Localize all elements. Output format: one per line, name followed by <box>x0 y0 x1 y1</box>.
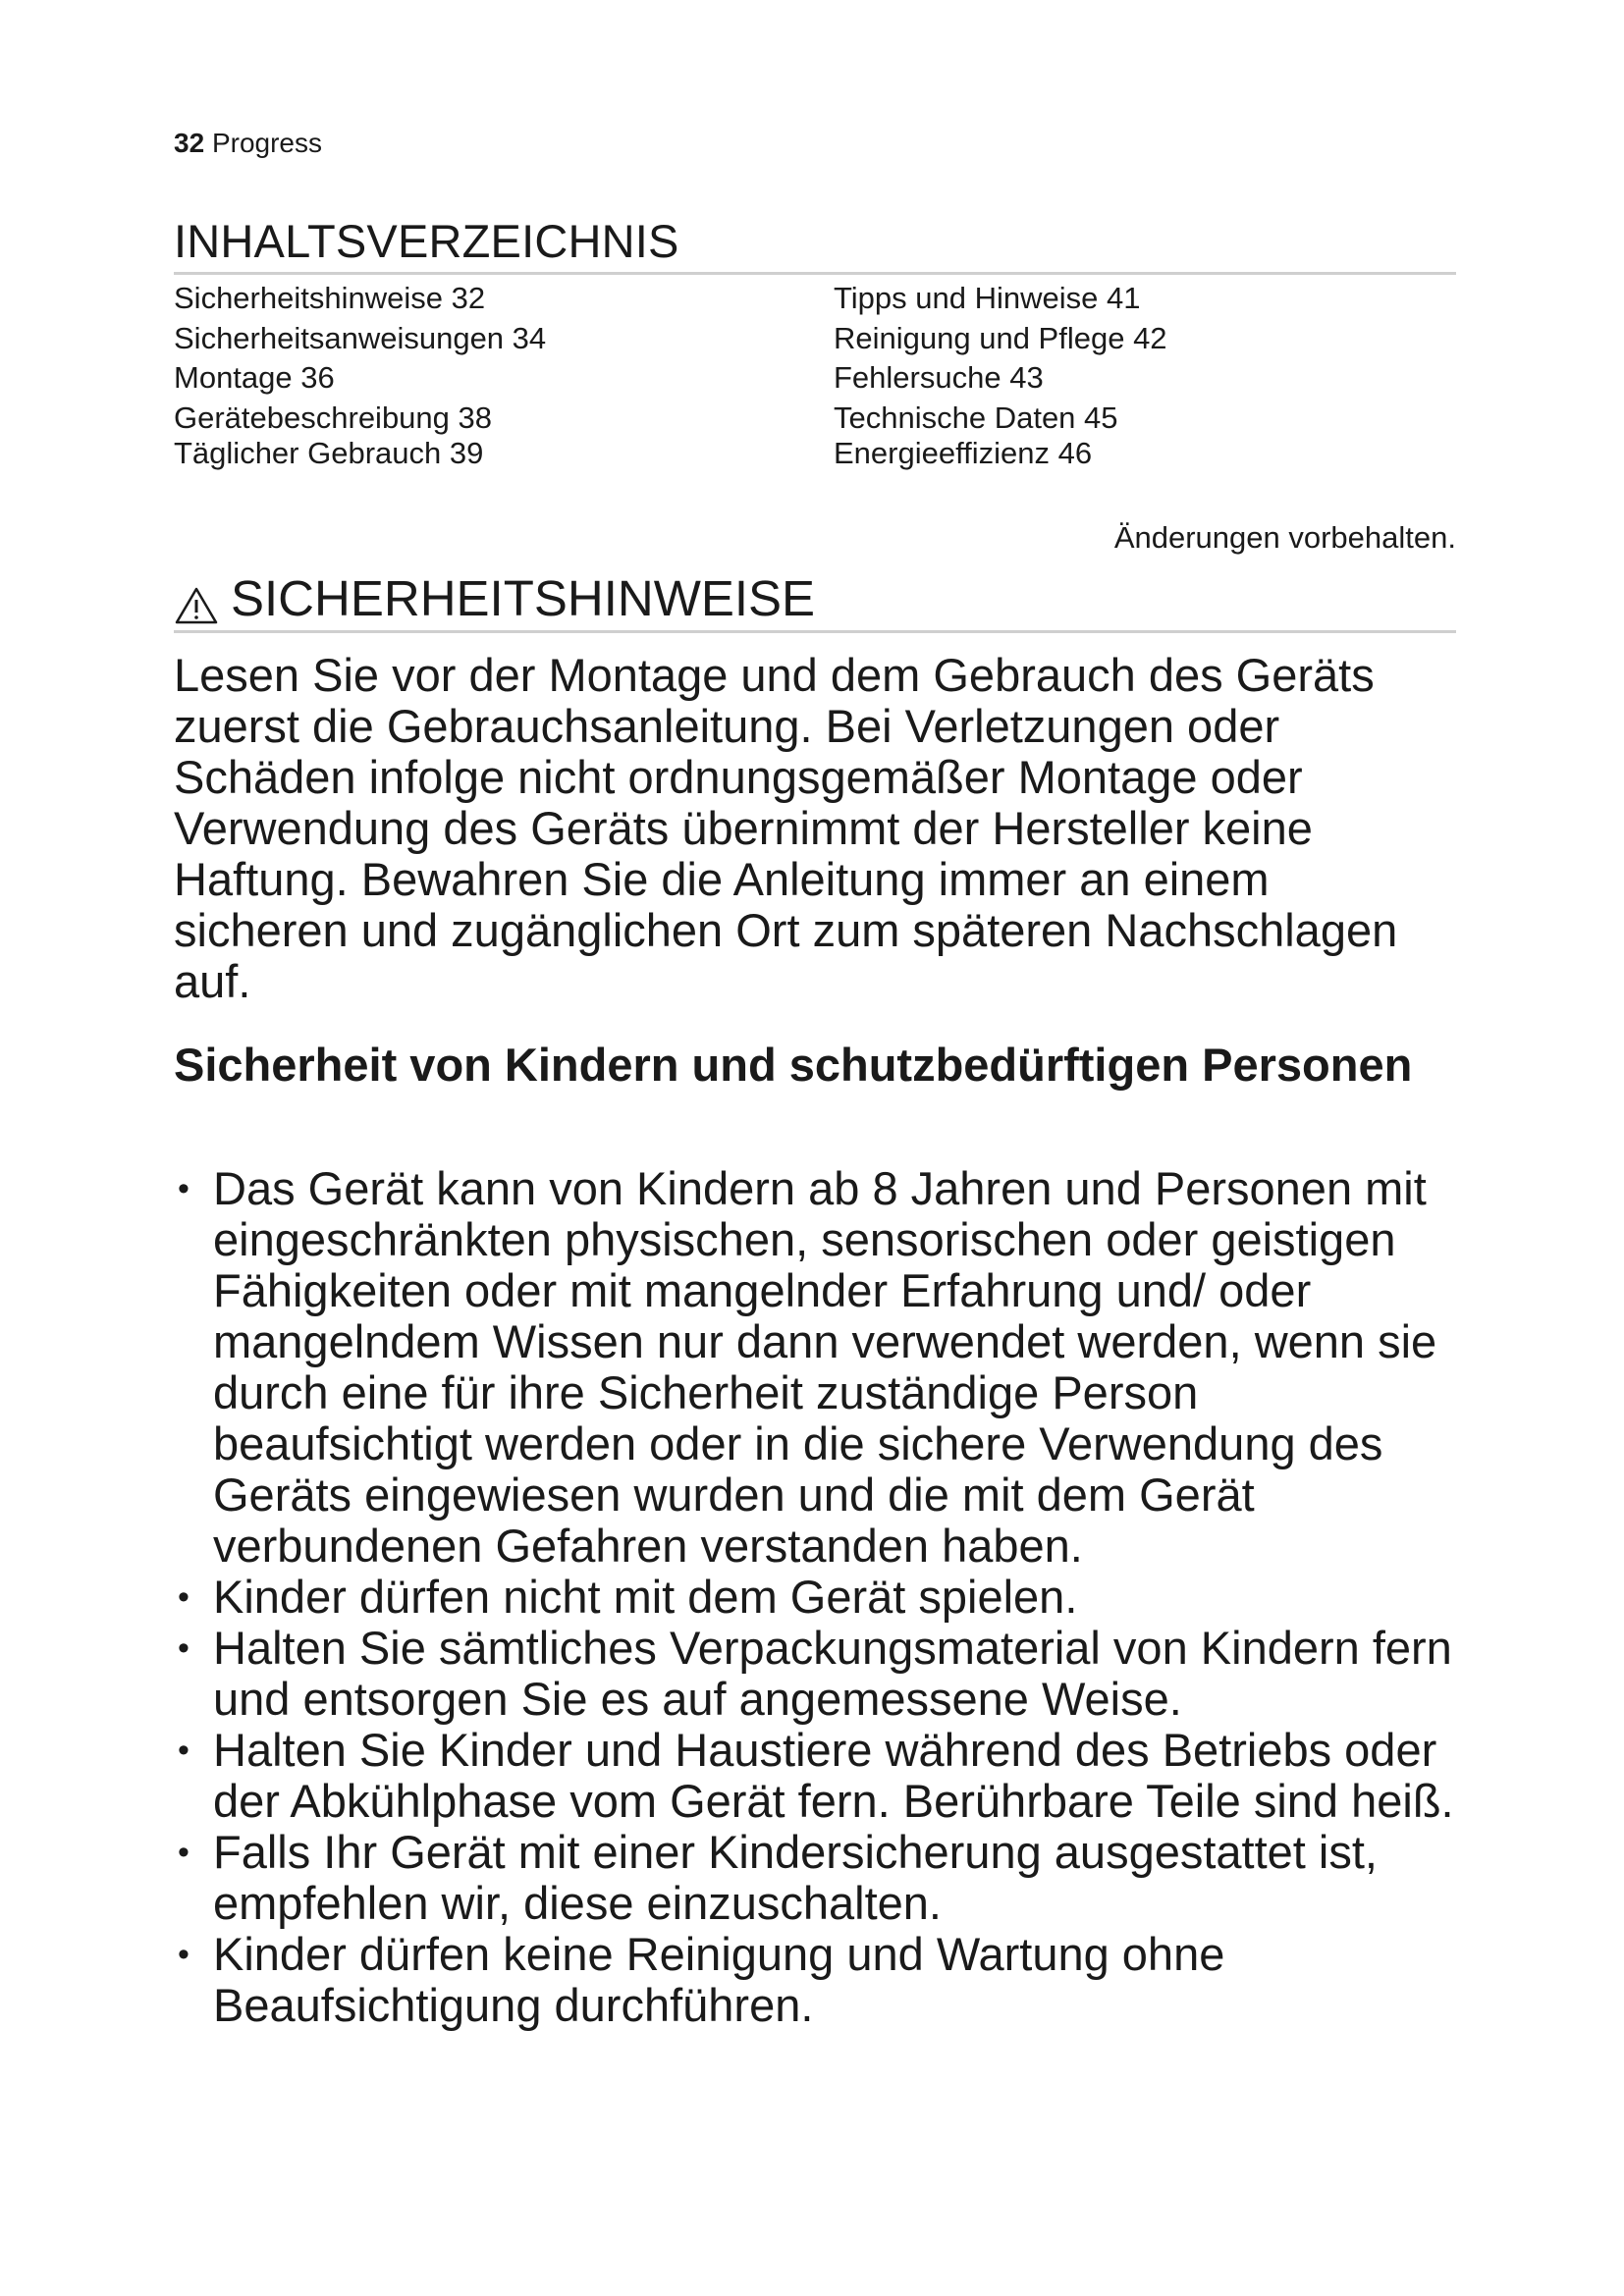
toc-entry[interactable]: Montage 36 <box>174 360 335 395</box>
section-heading-text: SICHERHEITSHINWEISE <box>231 570 816 626</box>
toc-entry[interactable]: Energieeffizienz 46 <box>834 436 1093 470</box>
toc-entry[interactable]: Sicherheitshinweise 32 <box>174 281 486 315</box>
page-number: 32 <box>174 128 205 158</box>
toc-entry[interactable]: Täglicher Gebrauch 39 <box>174 436 484 470</box>
running-header <box>174 128 322 159</box>
toc-entry[interactable]: Tipps und Hinweise 41 <box>834 281 1141 315</box>
toc-entry[interactable]: Reinigung und Pflege 42 <box>834 320 1167 355</box>
section-divider <box>174 630 1456 633</box>
list-item: • Falls Ihr Gerät mit einer Kindersicherung ausgestattet ist, empfehlen wir, diese einzuschalten. <box>178 1826 1378 1929</box>
warning-triangle-icon <box>174 579 219 618</box>
toc-entry[interactable]: Sicherheitsanweisungen 34 <box>174 320 547 355</box>
toc-title: INHALTSVERZEICHNIS <box>174 215 679 267</box>
list-item: • Das Gerät kann von Kindern ab 8 Jahren und Personen mit eingeschränkten physischen, sensorischen oder geistigen Fähigkeiten oder mit mangelnder Erfahrung und/ oder mangelndem Wissen nur dann verwendet werden, wenn sie durch eine für ihre Sicherheit zuständige Person beaufsichtigt werden oder in die sichere Verwendung des Geräts eingewiesen wurden und die mit dem Gerät verbundenen Gefahren verstanden haben. <box>178 1162 1437 1572</box>
list-item: • Kinder dürfen nicht mit dem Gerät spielen. <box>178 1571 1078 1623</box>
toc-entry[interactable]: Technische Daten 45 <box>834 400 1118 435</box>
toc-column-right <box>834 279 1167 474</box>
toc-divider <box>174 272 1456 275</box>
list-item: • Halten Sie sämtliches Verpackungsmaterial von Kindern fern und entsorgen Sie es auf angemessene Weise. <box>178 1622 1452 1725</box>
list-item: • Kinder dürfen keine Reinigung und Wartung ohne Beaufsichtigung durchführen. <box>178 1928 1225 2031</box>
changes-note: Änderungen vorbehalten. <box>1113 520 1456 555</box>
brand-name: Progress <box>211 128 322 158</box>
toc-entry[interactable]: Gerätebeschreibung 38 <box>174 400 493 435</box>
subsection-heading: Sicherheit von Kindern und schutzbedürftigen Personen <box>174 1039 1413 1091</box>
safety-bullet-list <box>174 1163 1456 2031</box>
toc-entry[interactable]: Fehlersuche 43 <box>834 360 1044 395</box>
list-item: • Halten Sie Kinder und Haustiere während des Betriebs oder der Abkühlphase vom Gerät fern. Berührbare Teile sind heiß. <box>178 1724 1454 1827</box>
section-heading <box>174 569 815 627</box>
toc-column-left <box>174 279 546 474</box>
intro-paragraph: Lesen Sie vor der Montage und dem Gebrauch des Geräts zuerst die Gebrauchsanleitung. Bei Verletzungen oder Schäden infolge nicht ordnungsgemäßer Montage oder Verwendung des Geräts übernimmt der Hersteller keine Haftung. Bewahren Sie die Anleitung immer an einem sicheren und zugänglichen Ort zum späteren Nachschlagen auf. <box>174 649 1398 1007</box>
